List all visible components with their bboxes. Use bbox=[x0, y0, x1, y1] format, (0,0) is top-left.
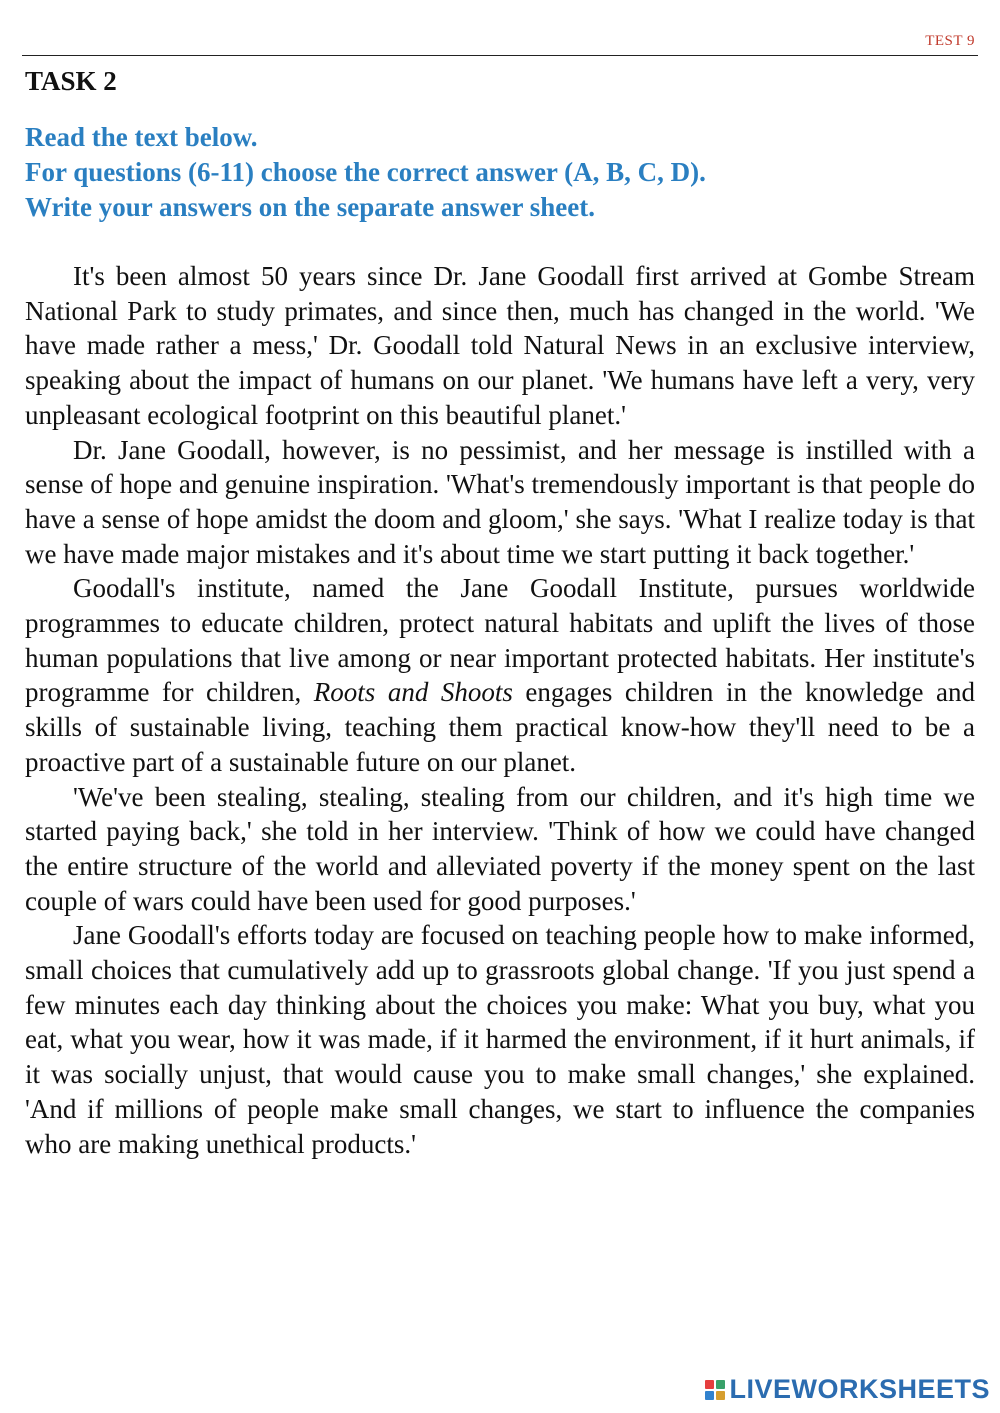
instruction-line: Read the text below. bbox=[25, 122, 258, 152]
task-title: TASK 2 bbox=[25, 66, 117, 96]
logo-square bbox=[705, 1380, 714, 1389]
reading-text bbox=[25, 259, 975, 1161]
paragraph-4: 'We've been stealing, stealing, stealing from our children, and it's high time we started paying back,' she told in her interview. 'Think of how we could have changed the entire structure of the world and alleviated poverty if the money spent on the last couple of wars could have been used for good purposes.' bbox=[25, 781, 975, 916]
logo-text: LIVEWORKSHEETS bbox=[729, 1374, 990, 1404]
paragraph-3-start: Goodall's institute, named the Jane Goodall Institute, pursues worldwide programmes to educate children, protect natural habitats and uplift the lives of those human populations that live among or near important protected habitats. Her institute's programme for children, bbox=[25, 573, 975, 708]
paragraph-5: Jane Goodall's efforts today are focused on teaching people how to make informed, small choices that cumulatively add up to grassroots global change. 'If you just spend a few minutes each day thinking about the choices you make: What you buy, what you eat, what you wear, how it was made, if it harmed the environment, if it hurt animals, if it was socially unjust, that would cause you to make small changes,' she explained. 'And if millions of people make small changes, we start to influence the companies who are making unethical products.' bbox=[25, 920, 975, 1159]
paragraph-1: It's been almost 50 years since Dr. Jane Goodall first arrived at Gombe Stream National Park to study primates, and since then, much has changed in the world. 'We have made rather a mess,' Dr. Goodall told Natural News in an exclusive interview, speaking about the impact of humans on our planet. 'We humans have left a very, very unpleasant ecological footprint on this beautiful planet.' bbox=[25, 261, 975, 430]
liveworksheets-logo[interactable] bbox=[705, 1374, 990, 1405]
logo-square bbox=[716, 1391, 725, 1400]
logo-mark-icon bbox=[705, 1380, 725, 1400]
task-instructions bbox=[25, 120, 975, 225]
test-number-label: TEST 9 bbox=[925, 33, 975, 49]
header-rule bbox=[22, 55, 978, 56]
programme-name: Roots and Shoots bbox=[313, 677, 513, 708]
logo-square bbox=[716, 1380, 725, 1389]
logo-square bbox=[705, 1391, 714, 1400]
instruction-line: Write your answers on the separate answer sheet. bbox=[25, 192, 595, 222]
paragraph-3-end: engages children in the knowledge and skills of sustainable living, teaching them practical know-how they'll need to be a proactive part of a sustainable future on our planet. bbox=[25, 677, 976, 777]
paragraph-3 bbox=[25, 571, 975, 779]
paragraph-2: Dr. Jane Goodall, however, is no pessimist, and her message is instilled with a sense of hope and genuine inspiration. 'What's tremendously important is that people do have a sense of hope amidst the doom and gloom,' she says. 'What I realize today is that we have made major mistakes and it's about time we start putting it back together.' bbox=[25, 434, 975, 569]
instruction-line: For questions (6-11) choose the correct answer (A, B, C, D). bbox=[25, 157, 706, 187]
